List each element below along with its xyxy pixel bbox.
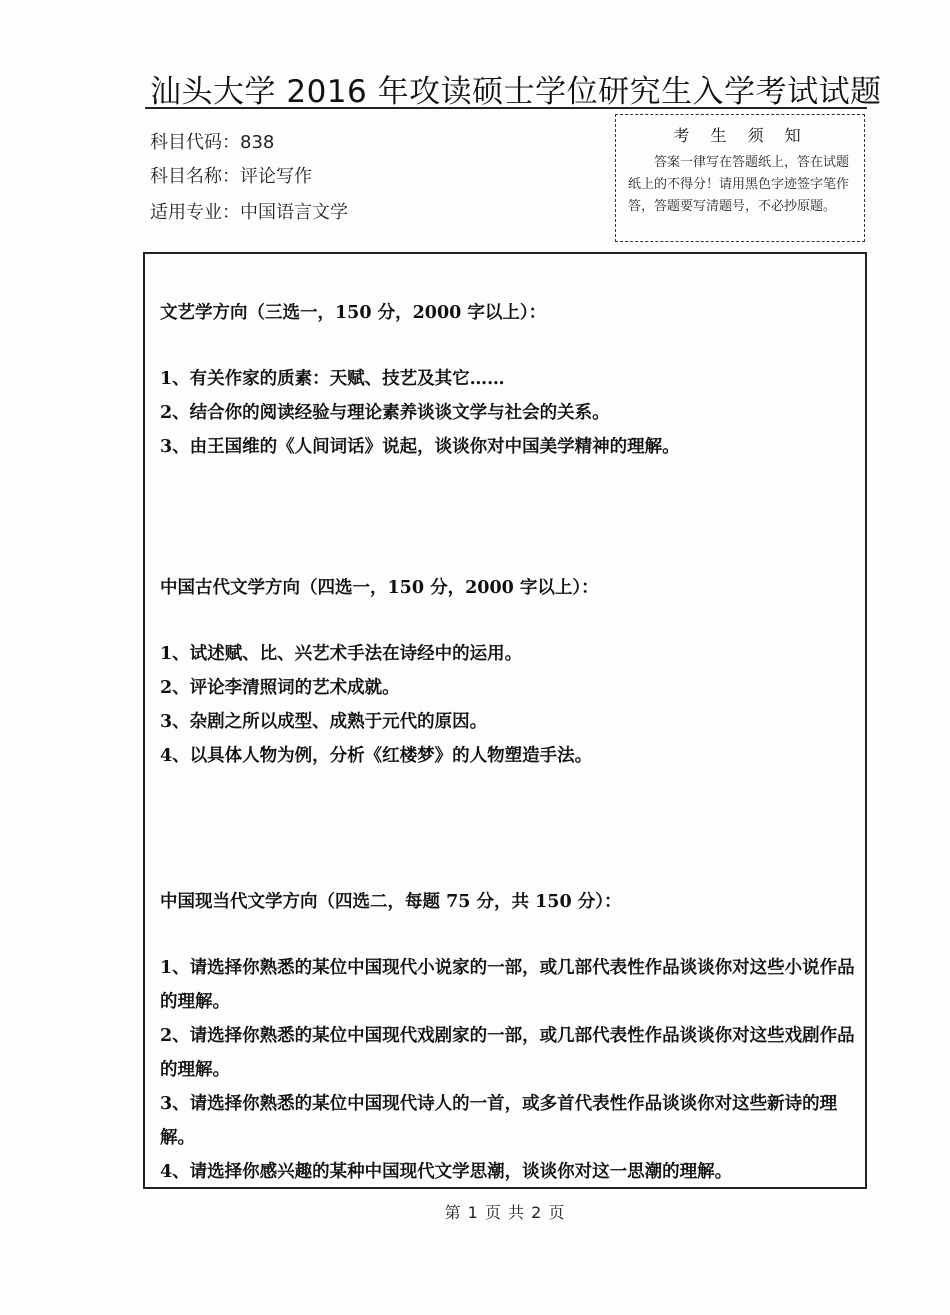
section-heading: 中国古代文学方向（四选一，150 分，2000 字以上）： [160,578,599,598]
exam-title: 汕头大学 2016 年攻读硕士学位研究生入学考试试题 [150,74,882,110]
question-item: 1、试述赋、比、兴艺术手法在诗经中的运用。 [160,644,523,664]
question-item: 3、杂剧之所以成型、成熟于元代的原因。 [160,712,488,732]
question-item: 4、请选择你感兴趣的某种中国现代文学思潮，谈谈你对这一思潮的理解。 [160,1162,733,1182]
applicable-major: 适用专业：中国语言文学 [150,202,348,223]
section-heading: 文艺学方向（三选一，150 分，2000 字以上）： [160,303,547,323]
question-item: 2、评论李清照词的艺术成就。 [160,678,400,698]
question-item: 3、请选择你熟悉的某位中国现代诗人的一首，或多首代表性作品谈谈你对这些新诗的理解。 [160,1094,838,1148]
notice-body: 答案一律写在答题纸上，答在试题纸上的不得分！请用黑色字迹签字笔作答，答题要写清题号，不必抄原题。 [628,155,850,214]
page-number: 第 1 页 共 2 页 [444,1203,566,1222]
question-item: 3、由王国维的《人间词话》说起，谈谈你对中国美学精神的理解。 [160,437,680,457]
question-list [160,362,855,464]
section-ancient-literature [160,574,855,773]
notice-title: 考 生 须 知 [673,126,809,145]
questions-box [143,252,867,1189]
section-modern-literature [160,888,855,1189]
subject-code: 科目代码：838 [150,132,275,153]
question-list [160,951,855,1189]
section-heading: 中国现当代文学方向（四选二，每题 75 分，共 150 分）： [160,892,622,912]
subject-name: 科目名称：评论写作 [150,166,312,187]
candidate-notice-box [615,114,865,242]
question-item: 2、结合你的阅读经验与理论素养谈谈文学与社会的关系。 [160,403,610,423]
question-item: 1、请选择你熟悉的某位中国现代小说家的一部，或几部代表性作品谈谈你对这些小说作品的理解。 [160,958,855,1012]
question-item: 4、以具体人物为例，分析《红楼梦》的人物塑造手法。 [160,746,593,766]
section-literary-theory [160,299,855,464]
question-item: 1、有关作家的质素：天赋、技艺及其它…… [160,369,505,389]
title-underline [145,107,867,109]
question-list [160,637,855,773]
question-item: 2、请选择你熟悉的某位中国现代戏剧家的一部，或几部代表性作品谈谈你对这些戏剧作品的理解。 [160,1026,855,1080]
